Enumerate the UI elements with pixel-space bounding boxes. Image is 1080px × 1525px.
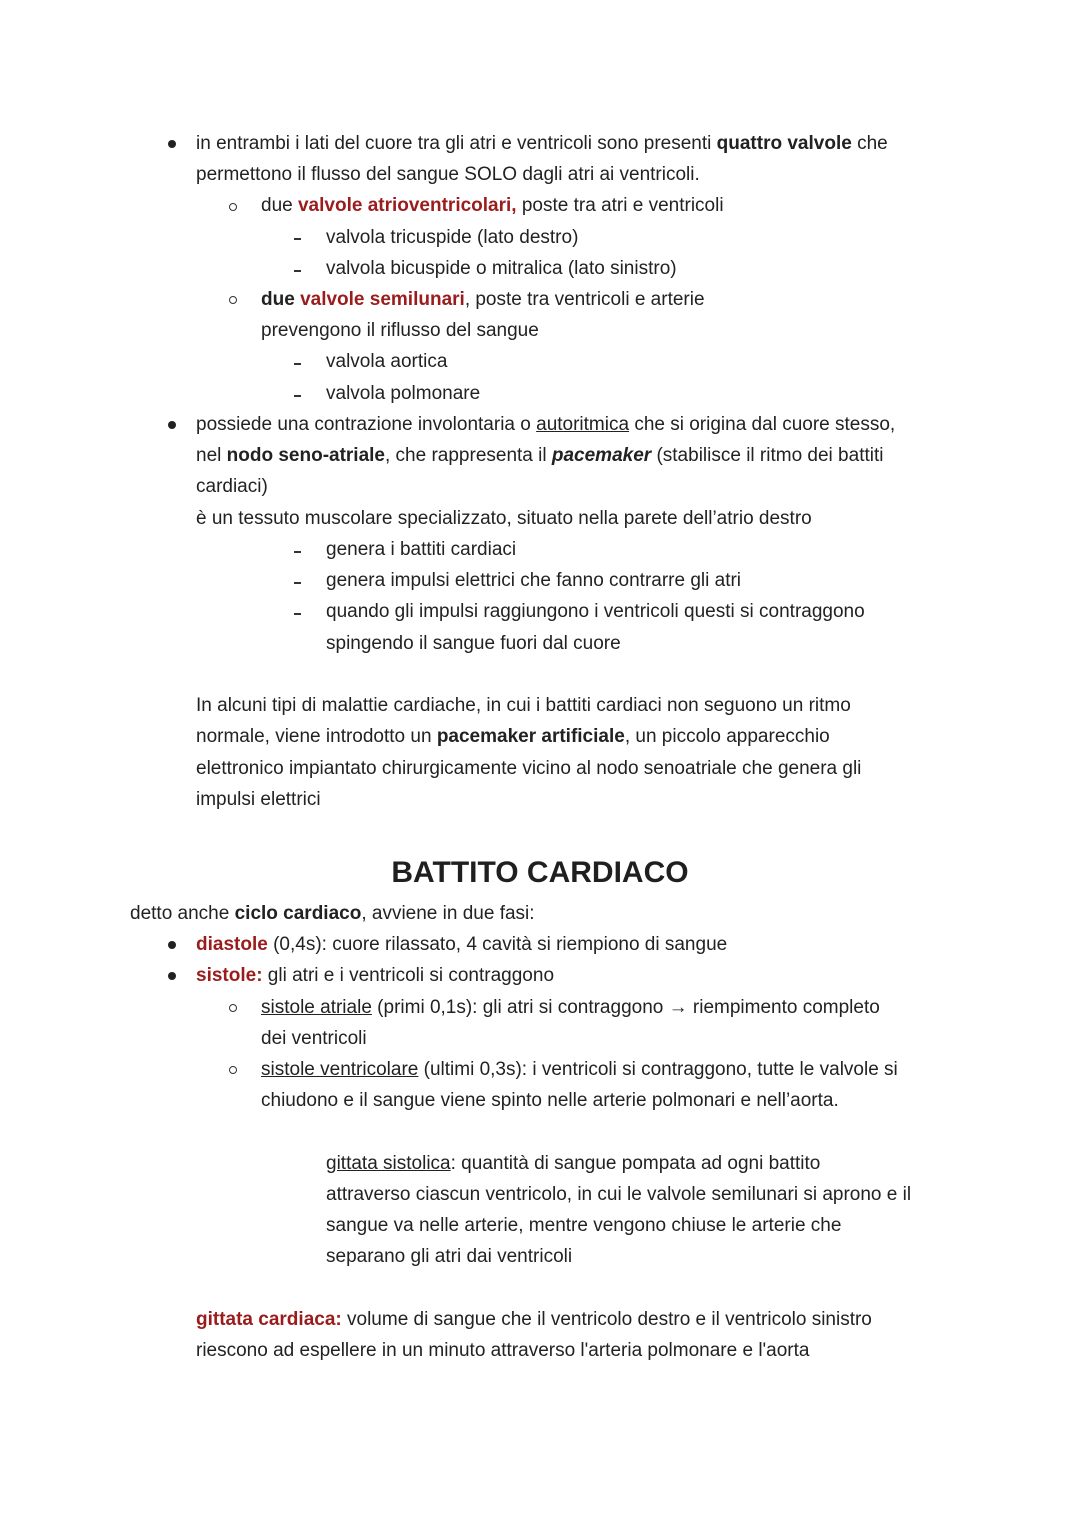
sl-item-aortic: valvola aortica (326, 351, 448, 372)
dash-icon (294, 395, 301, 397)
contraction-line-3: cardiaci) (196, 476, 268, 497)
stroke-volume-line-3: sangue va nelle arterie, mentre vengono chiuse le arterie che (326, 1215, 842, 1236)
contraction-item-1: genera i battiti cardiaci (326, 539, 517, 560)
dash-icon (294, 363, 301, 365)
contraction-line-2: nel nodo seno-atriale, che rappresenta il pacemaker (stabilisce il ritmo dei battiti (196, 445, 884, 466)
sl-valves-line-2: prevengono il riflusso del sangue (261, 320, 539, 341)
contraction-item-2: genera impulsi elettrici che fanno contrarre gli atri (326, 570, 742, 591)
av-valves-line: due valvole atrioventricolari, poste tra atri e ventricoli (261, 195, 724, 216)
sub-bullet-icon (229, 1066, 237, 1074)
sub-bullet-icon (229, 1004, 237, 1012)
pacemaker-line-3: elettronico impiantato chirurgicamente vicino al nodo senoatriale che genera gli (196, 758, 862, 779)
heartbeat-intro: detto anche ciclo cardiaco, avviene in due fasi: (130, 903, 535, 924)
atrial-sistole-line-2: dei ventricoli (261, 1028, 367, 1049)
bullet-icon (168, 140, 176, 148)
cardiac-output-line-1: gittata cardiaca: volume di sangue che il ventricolo destro e il ventricolo sinistro (196, 1309, 872, 1330)
stroke-volume-line-2: attraverso ciascun ventricolo, in cui le valvole semilunari si aprono e il (326, 1184, 912, 1205)
av-item-bicuspid: valvola bicuspide o mitralica (lato sinistro) (326, 258, 677, 279)
contraction-item-3: quando gli impulsi raggiungono i ventricoli questi si contraggono (326, 601, 865, 622)
dash-icon (294, 551, 301, 553)
ventricular-sistole-line: sistole ventricolare (ultimi 0,3s): i ventricoli si contraggono, tutte le valvole si (261, 1059, 898, 1080)
contraction-line-4: è un tessuto muscolare specializzato, situato nella parete dell’atrio destro (196, 508, 812, 529)
pacemaker-line-4: impulsi elettrici (196, 789, 321, 810)
bullet-icon (168, 941, 176, 949)
dash-icon (294, 613, 301, 615)
pacemaker-line-2: normale, viene introdotto un pacemaker artificiale, un piccolo apparecchio (196, 726, 830, 747)
contraction-item-3-cont: spingendo il sangue fuori dal cuore (326, 633, 621, 654)
cardiac-output-line-2: riescono ad espellere in un minuto attraverso l'arteria polmonare e l'aorta (196, 1340, 810, 1361)
dash-icon (294, 270, 301, 272)
section-title: BATTITO CARDIACO (391, 856, 689, 889)
dash-icon (294, 582, 301, 584)
pacemaker-line-1: In alcuni tipi di malattie cardiache, in cui i battiti cardiaci non seguono un ritmo (196, 695, 851, 716)
bullet-icon (168, 972, 176, 980)
valves-line-1: in entrambi i lati del cuore tra gli atri e ventricoli sono presenti quattro valvole che (196, 133, 888, 154)
sl-item-pulmonary: valvola polmonare (326, 383, 481, 404)
av-item-tricuspid: valvola tricuspide (lato destro) (326, 227, 579, 248)
dash-icon (294, 238, 301, 240)
stroke-volume-line-4: separano gli atri dai ventricoli (326, 1246, 573, 1267)
ventricular-sistole-line-2: chiudono e il sangue viene spinto nelle arterie polmonari e nell’aorta. (261, 1090, 839, 1111)
stroke-volume-line-1: gittata sistolica: quantità di sangue pompata ad ogni battito (326, 1153, 821, 1174)
valves-line-2: permettono il flusso del sangue SOLO dagli atri ai ventricoli. (196, 164, 700, 185)
bullet-icon (168, 421, 176, 429)
sub-bullet-icon (229, 296, 237, 304)
sub-bullet-icon (229, 203, 237, 211)
diastole-line: diastole (0,4s): cuore rilassato, 4 cavità si riempiono di sangue (196, 934, 728, 955)
contraction-line-1: possiede una contrazione involontaria o autoritmica che si origina dal cuore stesso, (196, 414, 896, 435)
sl-valves-line: due valvole semilunari, poste tra ventricoli e arterie (261, 289, 705, 310)
sistole-line: sistole: gli atri e i ventricoli si contraggono (196, 965, 555, 986)
atrial-sistole-line: sistole atriale (primi 0,1s): gli atri si contraggono → riempimento completo (261, 997, 880, 1018)
